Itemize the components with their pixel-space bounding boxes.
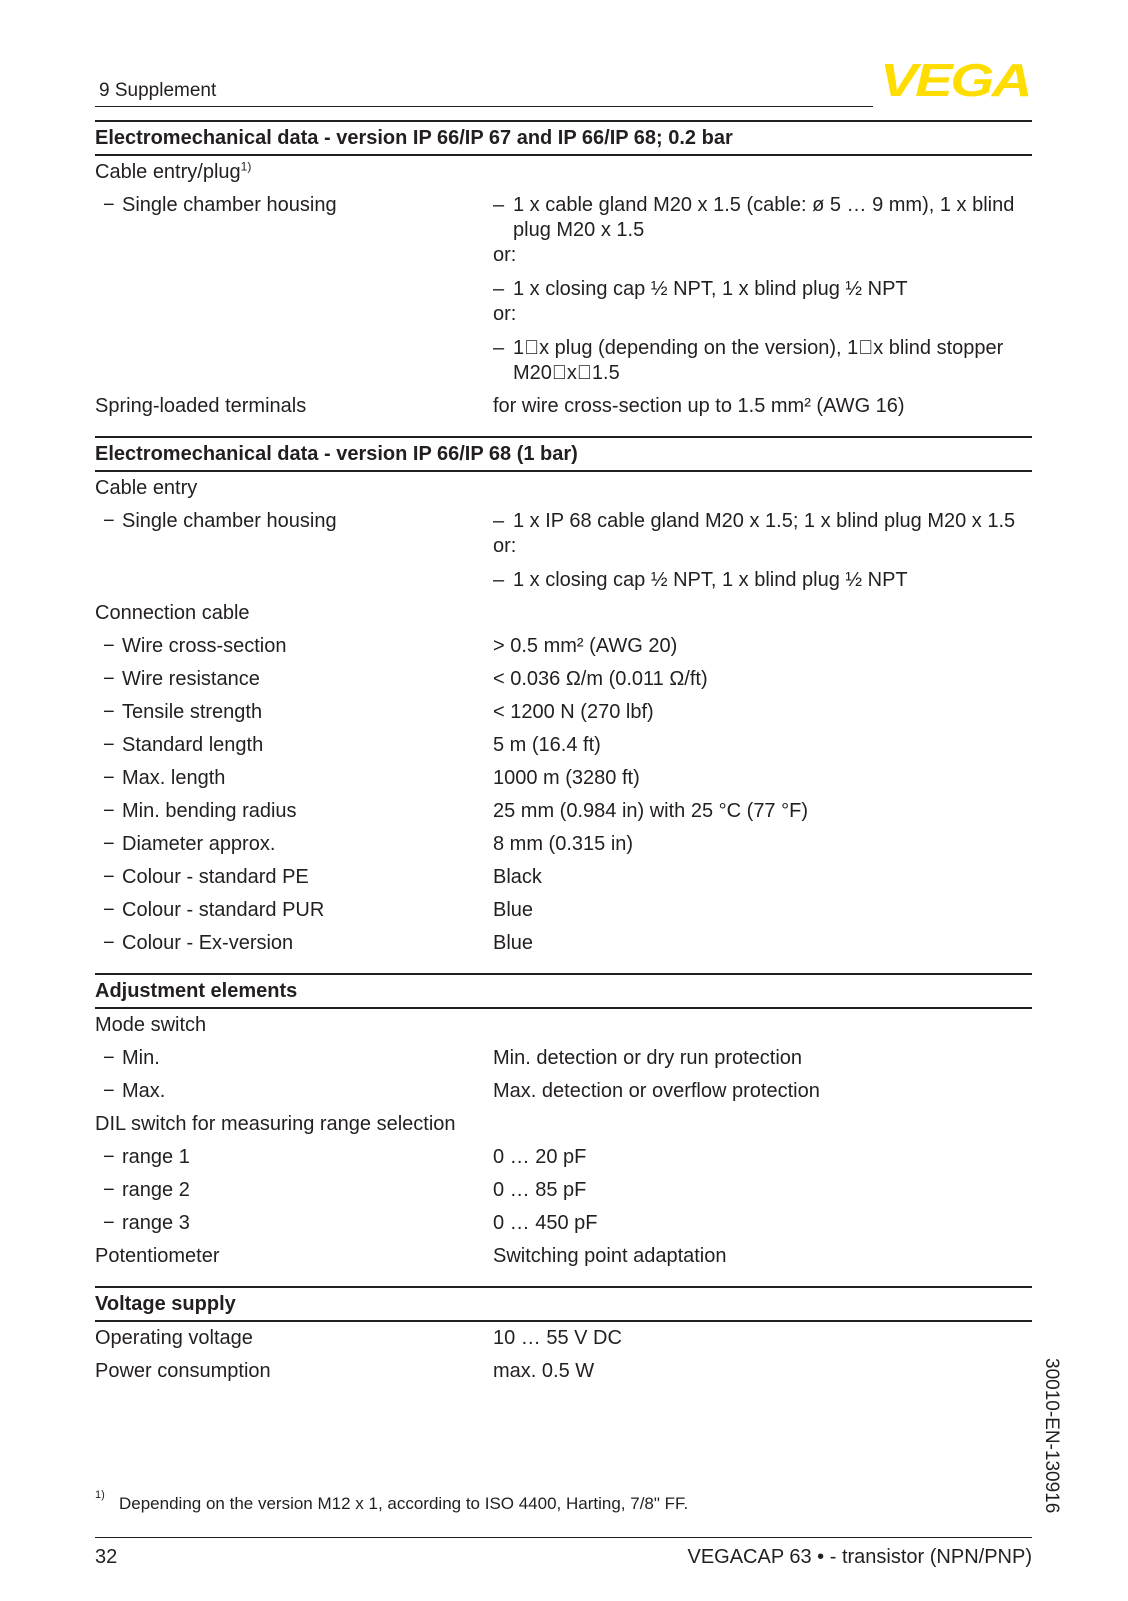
spec-row [95, 156, 1032, 189]
spec-label: Cable entry [95, 477, 198, 499]
spec-value-cell [493, 799, 1032, 824]
spec-row [95, 1174, 1032, 1207]
spec-value: 0 … 450 pF [493, 1212, 598, 1234]
spec-label: Power consumption [95, 1360, 271, 1382]
option-or: or: [493, 535, 517, 557]
spec-label-cell [95, 667, 493, 692]
spec-value-cell [493, 1211, 1032, 1236]
option-or: or: [493, 244, 517, 266]
spec-label: Mode switch [95, 1014, 207, 1036]
option-item [493, 336, 1032, 386]
bullet-dash: − [103, 734, 115, 756]
spec-value: 1000 m (3280 ft) [493, 767, 640, 789]
spec-tables [95, 120, 1032, 1388]
spec-label-cell [95, 832, 493, 857]
spec-label-cell [95, 193, 493, 386]
bullet-dash: − [103, 800, 115, 822]
option-dash: – [493, 510, 505, 532]
bullet-dash: − [103, 194, 115, 216]
spec-value-cell [493, 601, 1032, 626]
spec-value: 5 m (16.4 ft) [493, 734, 601, 756]
spec-value-cell [493, 667, 1032, 692]
spec-row [95, 1042, 1032, 1075]
bullet-dash: − [103, 510, 115, 532]
spec-value: Blue [493, 899, 534, 921]
page-number: 32 [95, 1546, 118, 1568]
footer-title: VEGACAP 63 • - transistor (NPN/PNP) [687, 1546, 1032, 1568]
bullet-dash: − [103, 767, 115, 789]
value-option [493, 193, 1032, 268]
spec-label: Cable entry/plug [95, 161, 241, 183]
spec-section [95, 1286, 1032, 1388]
section-header: 9 Supplement [99, 80, 217, 101]
spec-label: range 1 [122, 1146, 190, 1168]
spec-row [95, 630, 1032, 663]
spec-label: Max. [122, 1080, 166, 1102]
spec-value-cell [493, 1046, 1032, 1071]
spec-label-cell [95, 1112, 493, 1137]
svg-text:VEGA: VEGA [880, 58, 1030, 102]
spec-row [95, 1355, 1032, 1388]
spec-row [95, 189, 1032, 390]
spec-row [95, 861, 1032, 894]
spec-value: < 0.036 Ω/m (0.011 Ω/ft) [493, 668, 708, 690]
spec-value-cell [493, 394, 1032, 419]
spec-label: Operating voltage [95, 1327, 253, 1349]
spec-value-cell [493, 476, 1032, 501]
bullet-dash: − [103, 668, 115, 690]
footnote-text: Depending on the version M12 x 1, according to ISO 4400, Harting, 7/8" FF. [119, 1494, 689, 1513]
spec-label-cell [95, 1046, 493, 1071]
option-text: 1 x closing cap ½ NPT, 1 x blind plug ½ NPT [513, 569, 908, 591]
spec-row [95, 828, 1032, 861]
spec-row [95, 927, 1032, 960]
option-dash: – [493, 337, 505, 359]
spec-value-cell [493, 160, 1032, 185]
spec-label-cell [95, 898, 493, 923]
spec-value: 8 mm (0.315 in) [493, 833, 634, 855]
value-option [493, 277, 1032, 327]
spec-label-cell [95, 1326, 493, 1351]
section-gap [95, 960, 1032, 973]
spec-value: for wire cross-section up to 1.5 mm² (AWG 16) [493, 395, 905, 417]
spec-value-cell [493, 1013, 1032, 1038]
spec-label-cell [95, 634, 493, 659]
spec-value-cell [493, 700, 1032, 725]
spec-label: Single chamber housing [122, 510, 337, 532]
spec-label-cell [95, 700, 493, 725]
spec-row [95, 1322, 1032, 1355]
option-text: 1 x IP 68 cable gland M20 x 1.5; 1 x blind plug M20 x 1.5 [513, 510, 1016, 532]
spec-row [95, 1207, 1032, 1240]
section-gap [95, 423, 1032, 436]
spec-value: Switching point adaptation [493, 1245, 727, 1267]
section-title: Electromechanical data - version IP 66/IP 68 (1 bar) [95, 436, 1032, 472]
option-item [493, 277, 1032, 302]
spec-label: range 2 [122, 1179, 190, 1201]
vega-logo [880, 58, 1032, 102]
spec-label-cell [95, 1178, 493, 1203]
spec-label: Wire resistance [122, 668, 260, 690]
footnote-mark: 1) [95, 1489, 105, 1501]
footnote-ref: 1) [240, 159, 252, 174]
spec-label: Potentiometer [95, 1245, 220, 1267]
section-title: Adjustment elements [95, 973, 1032, 1009]
spec-value: < 1200 N (270 lbf) [493, 701, 654, 723]
spec-value-cell [493, 931, 1032, 956]
bullet-dash: − [103, 899, 115, 921]
spec-value-cell [493, 733, 1032, 758]
spec-section [95, 436, 1032, 960]
spec-row [95, 663, 1032, 696]
spec-label-cell [95, 865, 493, 890]
spec-value: 10 … 55 V DC [493, 1327, 622, 1349]
spec-value-cell [493, 1112, 1032, 1137]
spec-value: Blue [493, 932, 534, 954]
spec-row [95, 472, 1032, 505]
spec-value: > 0.5 mm² (AWG 20) [493, 635, 678, 657]
document-code: 30010-EN-130916 [1041, 1358, 1062, 1514]
spec-row [95, 696, 1032, 729]
spec-value-cell [493, 766, 1032, 791]
spec-value-cell [493, 634, 1032, 659]
spec-value: Min. detection or dry run protection [493, 1047, 803, 1069]
spec-value: 0 … 85 pF [493, 1179, 587, 1201]
spec-label-cell [95, 931, 493, 956]
spec-row [95, 1141, 1032, 1174]
section-title: Electromechanical data - version IP 66/IP 67 and IP 66/IP 68; 0.2 bar [95, 120, 1032, 156]
spec-value-cell [493, 865, 1032, 890]
spec-value-cell [493, 1244, 1032, 1269]
spec-value-cell [493, 1145, 1032, 1170]
spec-row [95, 1009, 1032, 1042]
bullet-dash: − [103, 932, 115, 954]
spec-label: Colour - standard PUR [122, 899, 325, 921]
spec-label: Max. length [122, 767, 226, 789]
spec-label: Min. [122, 1047, 160, 1069]
spec-label-cell [95, 1359, 493, 1384]
option-text: 1 x closing cap ½ NPT, 1 x blind plug ½ NPT [513, 278, 908, 300]
spec-row [95, 390, 1032, 423]
spec-value: max. 0.5 W [493, 1360, 595, 1382]
spec-label-cell [95, 799, 493, 824]
spec-label: Single chamber housing [122, 194, 337, 216]
spec-value-cell [493, 1079, 1032, 1104]
spec-row [95, 795, 1032, 828]
spec-label: Connection cable [95, 602, 250, 624]
spec-label-cell [95, 1013, 493, 1038]
spec-row [95, 894, 1032, 927]
spec-label-cell [95, 1079, 493, 1104]
spec-row [95, 762, 1032, 795]
option-dash: – [493, 278, 505, 300]
spec-label-cell [95, 1244, 493, 1269]
option-text: 1 x cable gland M20 x 1.5 (cable: ø 5 … 9 mm), 1 x blind plug M20 x 1.5 [513, 194, 1015, 241]
spec-section [95, 120, 1032, 423]
spec-label: Min. bending radius [122, 800, 297, 822]
spec-label-cell [95, 160, 493, 185]
spec-label: DIL switch for measuring range selection [95, 1113, 456, 1135]
bullet-dash: − [103, 1047, 115, 1069]
header-divider [95, 106, 873, 107]
spec-value-cell [493, 898, 1032, 923]
bullet-dash: − [103, 1080, 115, 1102]
spec-value: 25 mm (0.984 in) with 25 °C (77 °F) [493, 800, 808, 822]
option-item [493, 509, 1032, 534]
spec-value: 0 … 20 pF [493, 1146, 587, 1168]
option-text: 1⃞x plug (depending on the version), 1⃞x blind stopper M20⃞x⃞1.5 [513, 337, 1004, 384]
value-option [493, 568, 1032, 593]
option-dash: – [493, 194, 505, 216]
spec-value-cell [493, 193, 1032, 386]
bullet-dash: − [103, 1212, 115, 1234]
bullet-dash: − [103, 635, 115, 657]
section-title: Voltage supply [95, 1286, 1032, 1322]
spec-row [95, 1240, 1032, 1273]
spec-label: Colour - Ex-version [122, 932, 294, 954]
footer-divider [95, 1537, 1032, 1538]
spec-label-cell [95, 1211, 493, 1236]
spec-label-cell [95, 1145, 493, 1170]
spec-label: Wire cross-section [122, 635, 287, 657]
spec-value-cell [493, 1359, 1032, 1384]
spec-label: Colour - standard PE [122, 866, 309, 888]
spec-row [95, 1108, 1032, 1141]
spec-label-cell [95, 476, 493, 501]
bullet-dash: − [103, 833, 115, 855]
bullet-dash: − [103, 701, 115, 723]
option-item [493, 193, 1032, 243]
spec-row [95, 505, 1032, 597]
spec-row [95, 1075, 1032, 1108]
spec-row [95, 729, 1032, 762]
section-gap [95, 1273, 1032, 1286]
spec-label: Spring-loaded terminals [95, 395, 307, 417]
spec-value-cell [493, 1178, 1032, 1203]
spec-value-cell [493, 832, 1032, 857]
footnote [95, 1489, 689, 1514]
spec-value-cell [493, 1326, 1032, 1351]
value-option [493, 336, 1032, 386]
bullet-dash: − [103, 866, 115, 888]
spec-section [95, 973, 1032, 1273]
spec-label: Tensile strength [122, 701, 263, 723]
spec-label-cell [95, 733, 493, 758]
spec-label-cell [95, 394, 493, 419]
spec-value: Black [493, 866, 542, 888]
option-item [493, 568, 1032, 593]
spec-value-cell [493, 509, 1032, 593]
value-option [493, 509, 1032, 559]
bullet-dash: − [103, 1179, 115, 1201]
spec-label: Diameter approx. [122, 833, 276, 855]
option-or: or: [493, 303, 517, 325]
spec-label: range 3 [122, 1212, 190, 1234]
spec-value: Max. detection or overflow protection [493, 1080, 820, 1102]
spec-row [95, 597, 1032, 630]
option-dash: – [493, 569, 505, 591]
bullet-dash: − [103, 1146, 115, 1168]
spec-label-cell [95, 509, 493, 593]
spec-label: Standard length [122, 734, 264, 756]
spec-label-cell [95, 601, 493, 626]
spec-label-cell [95, 766, 493, 791]
